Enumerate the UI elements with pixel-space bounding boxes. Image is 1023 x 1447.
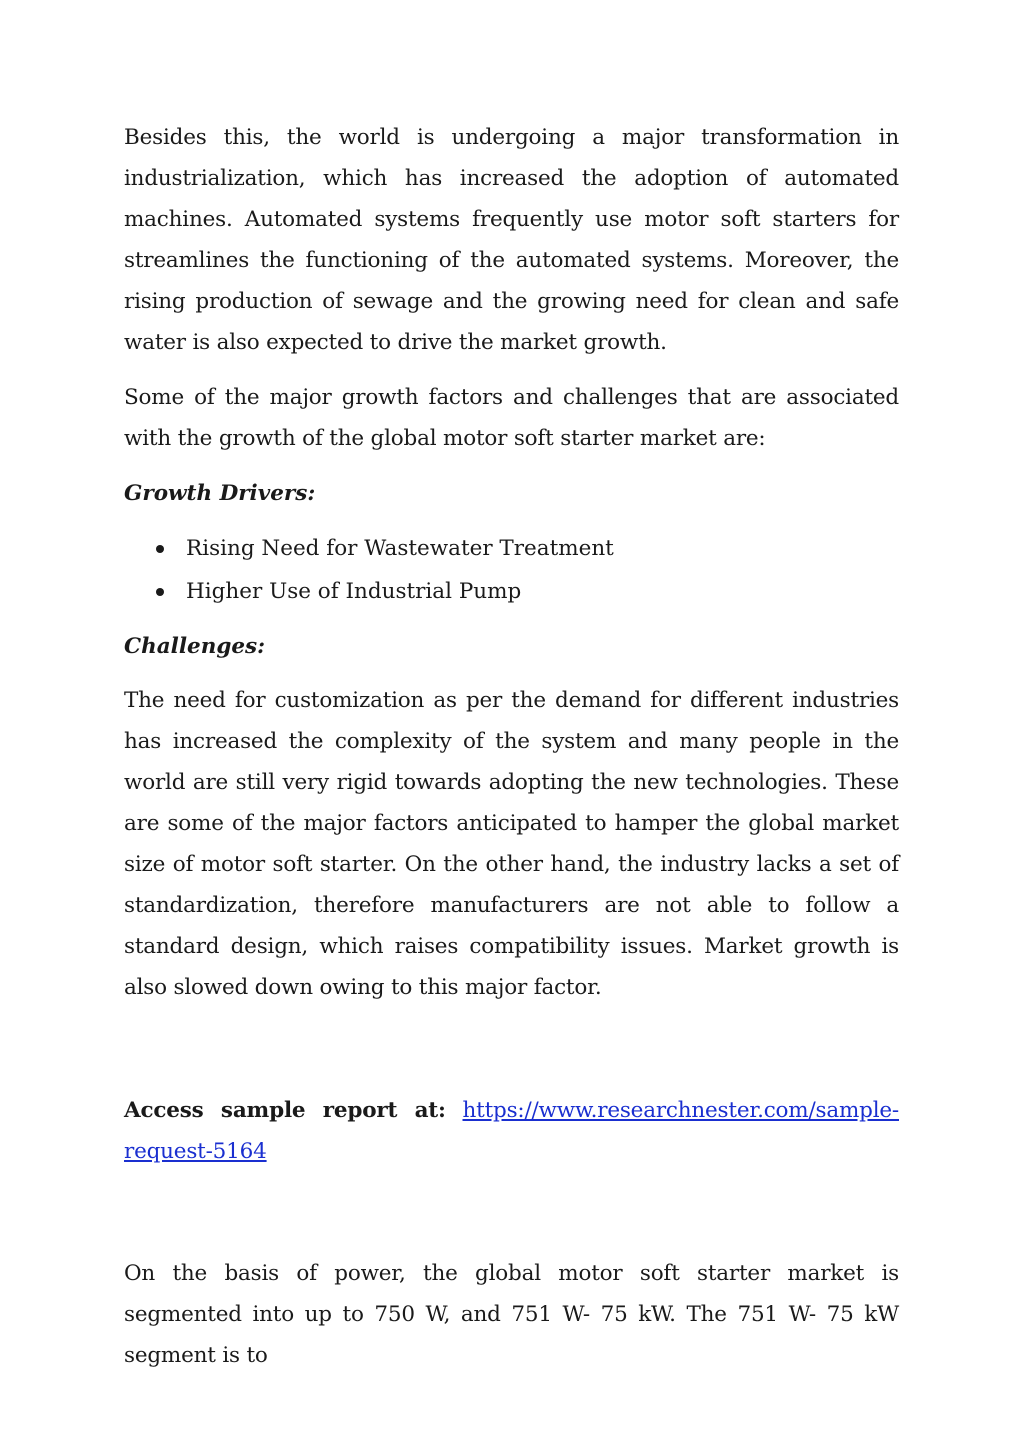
challenges-paragraph: The need for customization as per the demand for different industries has increased the complexity of the system and many people in the world are still very rigid towards adopting the new technologies. These are some of the major factors anticipated to hamper the global market size of motor soft starter. On the other hand, the industry lacks a set of standardization, therefore manufacturers are not able to follow a standard design, which raises compatibility issues. Market growth is also slowed down owing to this major factor. xyxy=(124,688,899,1000)
sample-report-link[interactable]: https://www.researchnester.com/sample-request-5164 xyxy=(124,1098,899,1164)
access-sample-label: Access sample report at: xyxy=(124,1098,446,1123)
list-item xyxy=(124,570,899,613)
challenges-heading: Challenges: xyxy=(124,634,266,659)
bullet-icon xyxy=(156,545,164,553)
growth-drivers-heading: Growth Drivers: xyxy=(124,481,316,506)
list-item xyxy=(124,527,899,570)
access-sample-line xyxy=(124,1090,899,1172)
bullet-icon xyxy=(156,588,164,596)
intro-paragraph: Besides this, the world is undergoing a major transformation in industrialization, which has increased the adoption of automated machines. Automated systems frequently use motor soft starters for streamlines the functioning of the automated systems. Moreover, the rising production of sewage and the growing need for clean and safe water is also expected to drive the market growth. xyxy=(124,125,899,355)
list-item-text: Higher Use of Industrial Pump xyxy=(186,579,522,604)
list-item-text: Rising Need for Wastewater Treatment xyxy=(186,536,614,561)
document-page xyxy=(124,117,899,1376)
growth-drivers-list xyxy=(124,527,899,613)
factors-intro-paragraph: Some of the major growth factors and challenges that are associated with the growth of the global motor soft starter market are: xyxy=(124,385,899,451)
power-segment-paragraph: On the basis of power, the global motor soft starter market is segmented into up to 750 W, and 751 W- 75 kW. The 751 W- 75 kW segment is to xyxy=(124,1261,899,1368)
